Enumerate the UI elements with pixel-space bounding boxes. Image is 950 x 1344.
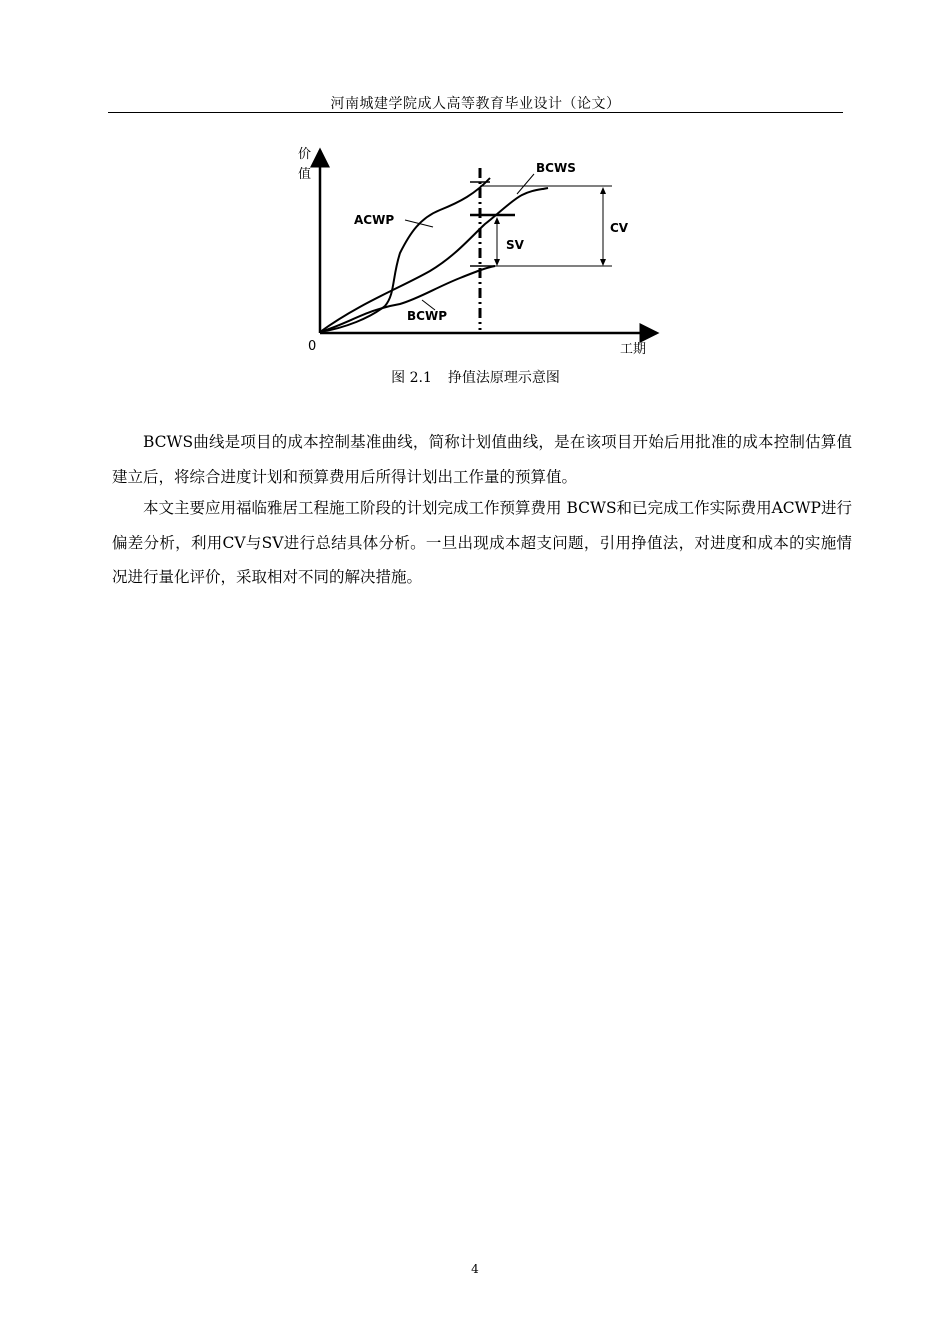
acwp-label: ACWP bbox=[354, 213, 395, 227]
acwp-curve bbox=[320, 178, 490, 332]
bcwp-label: BCWP bbox=[407, 309, 447, 323]
bcws-label: BCWS bbox=[536, 161, 576, 175]
body-paragraph-2: 本文主要应用福临雅居工程施工阶段的计划完成工作预算费用 BCWS和已完成工作实际费用ACWP进行偏差分析，利用CV与SV进行总结具体分析。一旦出现成本超支问题，引用挣值法，对进度和成本的实施情况进行量化评价，采取相对不同的解决措施。 bbox=[112, 499, 852, 586]
figure-caption bbox=[108, 367, 843, 387]
header-rule bbox=[108, 112, 843, 113]
sv-label: SV bbox=[506, 238, 524, 252]
caption-title: 挣值法原理示意图 bbox=[447, 370, 560, 386]
header-title: 河南城建学院成人高等教育毕业设计（论文） bbox=[330, 96, 621, 112]
y-axis-label-top: 价 bbox=[298, 147, 312, 162]
acwp-leader bbox=[405, 220, 433, 227]
body-paragraph-1: BCWS曲线是项目的成本控制基准曲线，简称计划值曲线，是在该项目开始后用批准的成本控制估算值建立后，将综合进度计划和预算费用后所得计划出工作量的预算值。 bbox=[112, 433, 852, 486]
origin-label: 0 bbox=[308, 339, 317, 354]
caption-number: 图 2.1 bbox=[391, 370, 432, 386]
x-axis-label: 工期 bbox=[620, 342, 647, 357]
earned-value-figure bbox=[290, 138, 670, 360]
y-axis-label-bottom: 值 bbox=[298, 167, 312, 182]
page-number: 4 bbox=[471, 1262, 479, 1276]
cv-label: CV bbox=[610, 221, 629, 235]
